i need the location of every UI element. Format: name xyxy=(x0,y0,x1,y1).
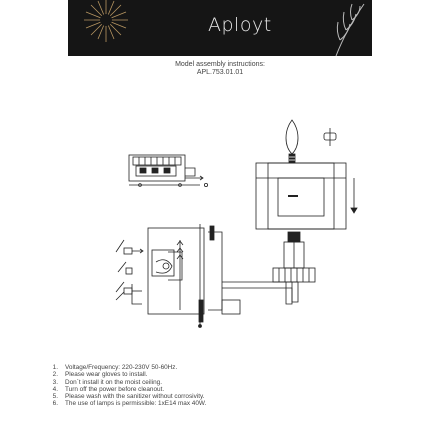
wall-plate-illustration xyxy=(148,224,204,328)
safety-notes-list xyxy=(52,364,385,408)
lamp-shade-illustration xyxy=(256,163,346,229)
model-number: APL.753.01.01 xyxy=(196,69,244,76)
screw-icon xyxy=(116,240,143,294)
list-item: 1. Voltage/Frequency: 220-230V 50-60Hz. xyxy=(52,364,178,371)
lamp-arm-illustration xyxy=(199,226,298,322)
list-item: 3. Don`t install it on the moist ceiling. xyxy=(52,378,162,386)
brand-name: Aployt xyxy=(208,14,272,36)
list-item: 2. Please wear gloves to install. xyxy=(52,371,148,379)
list-item: 6. The use of lamps is permissible: 1xE14 max 40W. xyxy=(52,400,207,408)
model-instructions-label: Model assembly instructions: xyxy=(175,61,265,68)
arrow-down-icon xyxy=(351,178,357,213)
mounting-plate-illustration xyxy=(129,155,208,187)
bulb-icon xyxy=(286,120,298,163)
bulb-socket-symbol-icon xyxy=(324,128,336,146)
list-item: 5. Please wash with the sanitizer without corrosivity. xyxy=(52,393,205,401)
list-item: 4. Turn off the power before cleanout. xyxy=(52,385,165,393)
socket-holder-illustration xyxy=(273,232,315,304)
